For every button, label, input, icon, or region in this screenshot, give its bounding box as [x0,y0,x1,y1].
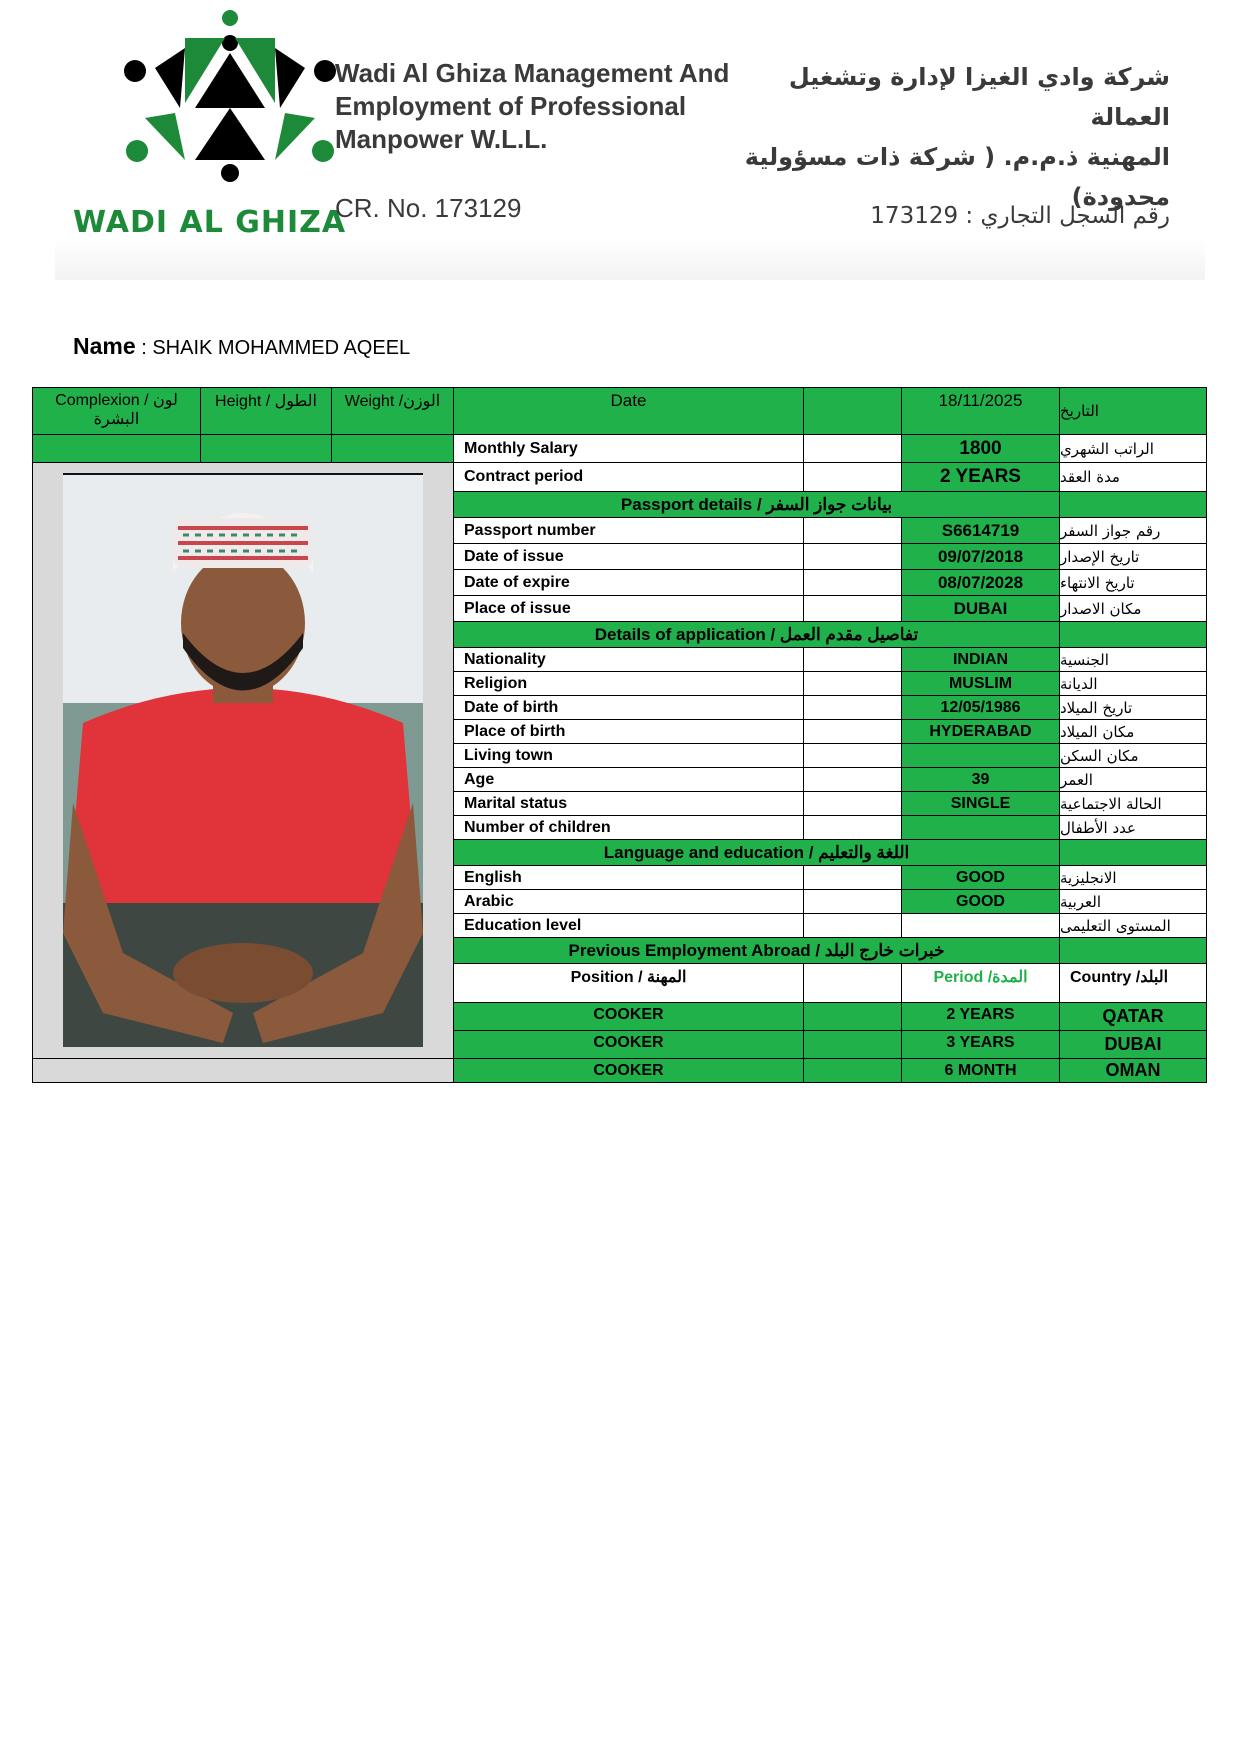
position-header: Position / المهنة [454,964,804,1003]
marital-status-label: Marital status [454,792,804,816]
date-of-birth-label: Date of birth [454,696,804,720]
passport-number-arabic: رقم جواز السفر [1060,518,1207,544]
living-town-value [902,744,1060,768]
cr-number-english: CR. No. 173129 [335,193,522,223]
country-header: Country /البلد [1060,964,1207,1003]
employment-country: DUBAI [1060,1031,1207,1059]
contract-period-value: 2 YEARS [902,463,1060,492]
company-logo [115,8,345,183]
date-of-birth-value: 12/05/1986 [902,696,1060,720]
monthly-salary-arabic: الراتب الشهري [1060,435,1207,463]
date-value: 18/11/2025 [902,388,1060,435]
candidate-name: Name : SHAIK MOHAMMED AQEEL [73,333,411,359]
employment-country: QATAR [1060,1003,1207,1031]
candidate-photo [63,473,423,1047]
living-town-arabic: مكان السكن [1060,744,1207,768]
monthly-salary-value: 1800 [902,435,1060,463]
monthly-salary-label: Monthly Salary [454,435,804,463]
weight-header: Weight /الوزن [332,388,454,435]
english-value: GOOD [902,866,1060,890]
arabic-label: Arabic [454,890,804,914]
employment-position: COOKER [454,1031,804,1059]
application-section-title: Details of application / تفاصيل مقدم العمل [454,622,1060,648]
passport-number-value: S6614719 [902,518,1060,544]
place-of-birth-arabic: مكان الميلاد [1060,720,1207,744]
arabic-arabic: العربية [1060,890,1207,914]
religion-value: MUSLIM [902,672,1060,696]
arabic-value: GOOD [902,890,1060,914]
date-of-birth-arabic: تاريخ الميلاد [1060,696,1207,720]
marital-status-arabic: الحالة الاجتماعية [1060,792,1207,816]
children-value [902,816,1060,840]
place-of-issue-label: Place of issue [454,596,804,622]
issue-date-label: Date of issue [454,544,804,570]
education-label: Education level [454,914,804,938]
height-header: Height / الطول [201,388,332,435]
expiry-date-value: 08/07/2028 [902,570,1060,596]
education-value [902,914,1060,938]
date-label: Date [454,388,804,435]
marital-status-value: SINGLE [902,792,1060,816]
living-town-label: Living town [454,744,804,768]
nationality-label: Nationality [454,648,804,672]
english-arabic: الانجليزية [1060,866,1207,890]
logo-wordmark: WADI AL GHIZA [73,205,347,240]
children-label: Number of children [454,816,804,840]
letterhead [55,0,1205,280]
company-name-english: Wadi Al Ghiza Management And Employment of Professional Manpower W.L.L. [335,58,730,154]
period-header: Period /المدة [902,964,1060,1003]
cr-number-arabic: رقم السجل التجاري : 173129 [870,203,1170,229]
employment-section-title: Previous Employment Abroad / خبرات خارج البلد [454,938,1060,964]
age-value: 39 [902,768,1060,792]
religion-arabic: الديانة [1060,672,1207,696]
name-value: SHAIK MOHAMMED AQEEL [152,337,411,359]
place-of-birth-label: Place of birth [454,720,804,744]
passport-number-label: Passport number [454,518,804,544]
nationality-value: INDIAN [902,648,1060,672]
cv-table [32,387,1207,1083]
religion-label: Religion [454,672,804,696]
employment-country: OMAN [1060,1059,1207,1083]
age-arabic: العمر [1060,768,1207,792]
issue-date-value: 09/07/2018 [902,544,1060,570]
children-arabic: عدد الأطفال [1060,816,1207,840]
employment-period: 6 MONTH [902,1059,1060,1083]
name-label: Name [73,333,136,359]
employment-period: 2 YEARS [902,1003,1060,1031]
education-arabic: المستوى التعليمى [1060,914,1207,938]
employment-period: 3 YEARS [902,1031,1060,1059]
complexion-header: Complexion / لون البشرة [33,388,201,435]
expiry-date-arabic: تاريخ الانتهاء [1060,570,1207,596]
english-label: English [454,866,804,890]
contract-period-label: Contract period [454,463,804,492]
place-of-issue-arabic: مكان الاصدار [1060,596,1207,622]
employment-position: COOKER [454,1003,804,1031]
passport-section-title: Passport details / بيانات جواز السفر [454,492,1060,518]
place-of-issue-value: DUBAI [902,596,1060,622]
contract-period-arabic: مدة العقد [1060,463,1207,492]
date-arabic: التاريخ [1060,388,1207,435]
expiry-date-label: Date of expire [454,570,804,596]
language-section-title: Language and education / اللغة والتعليم [454,840,1060,866]
employment-position: COOKER [454,1059,804,1083]
issue-date-arabic: تاريخ الإصدار [1060,544,1207,570]
place-of-birth-value: HYDERABAD [902,720,1060,744]
company-name-arabic: شركة وادي الغيزا لإدارة وتشغيل العمالة المهنية ذ.م.م. ( شركة ذات مسؤولية محدودة) [744,63,1170,211]
nationality-arabic: الجنسية [1060,648,1207,672]
age-label: Age [454,768,804,792]
portrait-image [63,473,423,1047]
